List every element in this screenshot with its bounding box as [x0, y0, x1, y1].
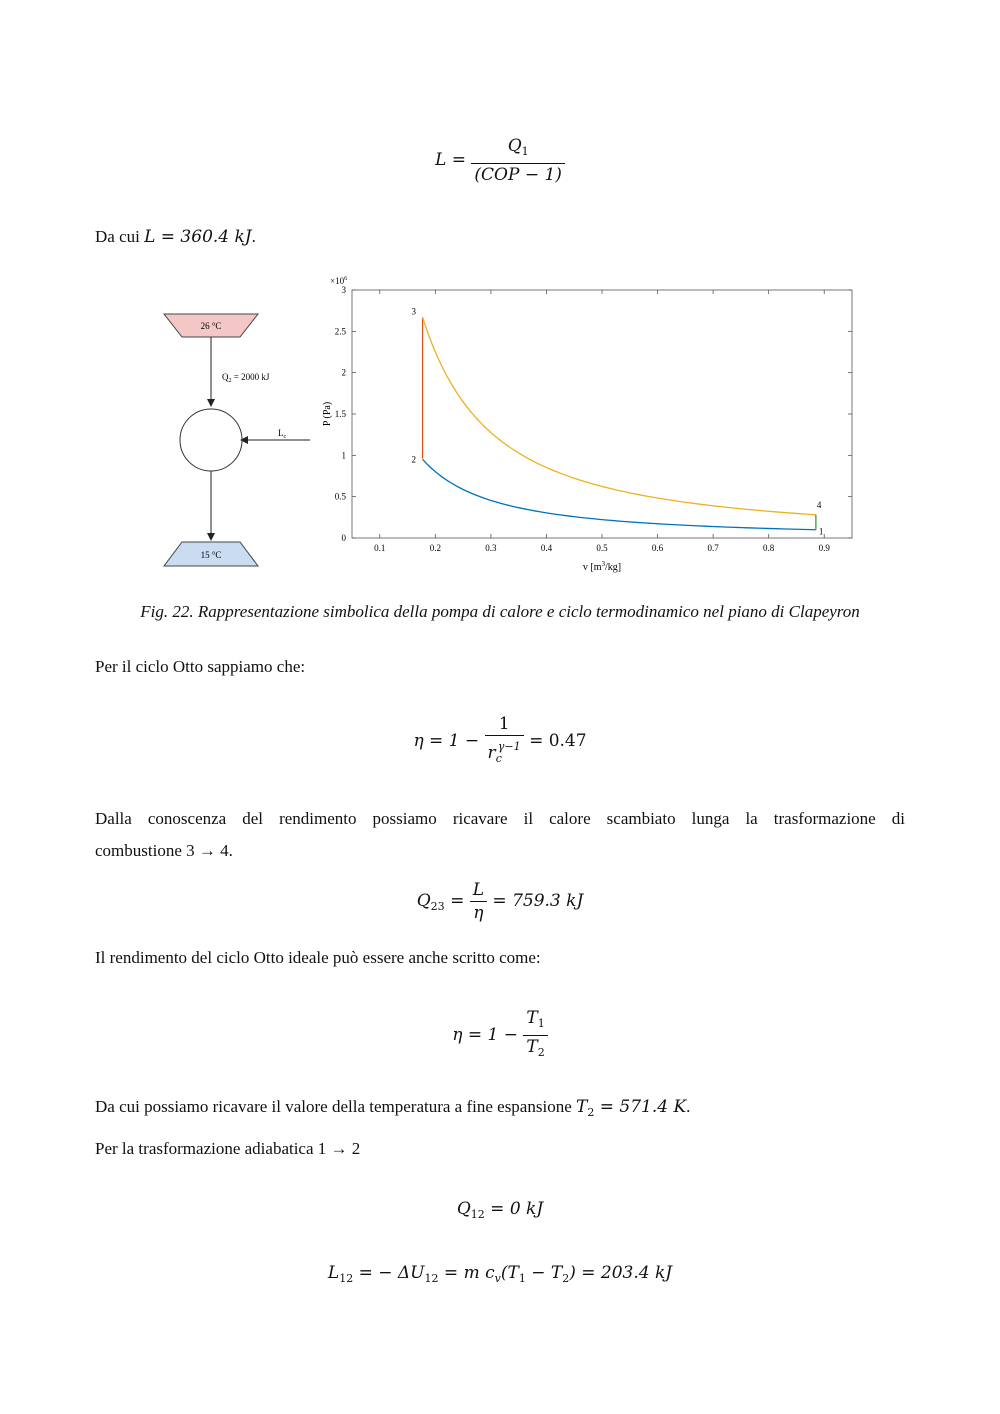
- eq5-lhs: Q: [456, 1199, 471, 1219]
- eq3-lhs: Q: [416, 891, 431, 911]
- y-tick-label: 2: [341, 367, 346, 378]
- x-tick-label: 0.2: [429, 543, 441, 553]
- y-tick-label: 3: [341, 285, 346, 295]
- equation-efficiency-temperature: [0, 1008, 1000, 1063]
- paragraph-otto-intro: Per il ciclo Otto sappiamo che:: [95, 657, 306, 676]
- equation-heat-23: [0, 880, 1000, 923]
- y-tick-label: 2.5: [334, 326, 346, 337]
- eq6-part4: (T: [500, 1263, 519, 1283]
- x-tick-label: 0.7: [707, 543, 719, 553]
- eq6-part1-sub: 12: [339, 1272, 354, 1285]
- eq6-part3-sub: v: [494, 1272, 501, 1285]
- eq2-denominator-base: r: [487, 743, 496, 763]
- result-line-math: L = 360.4 kJ: [144, 227, 252, 247]
- x-tick-label: 0.6: [651, 543, 664, 553]
- paragraph-otto-efficiency: Il rendimento del ciclo Otto ideale può essere anche scritto come:: [95, 948, 541, 967]
- eq1-fraction: [471, 136, 565, 185]
- cycle-point-label-3: 3: [411, 306, 417, 317]
- eq2-lhs: η = 1 −: [413, 731, 480, 751]
- eq6-part5-sub: 2: [562, 1272, 570, 1285]
- eq3-lhs-sub: 23: [430, 900, 445, 913]
- paragraph-temperature: [95, 1091, 690, 1129]
- y-tick-label: 1: [341, 450, 346, 461]
- eq3-numerator: L: [470, 880, 487, 902]
- y-multiplier-label: $\times 10^6$: [330, 276, 348, 286]
- eq2-fraction: [485, 714, 524, 769]
- heat-flow-arrowhead-bottom: [207, 533, 215, 541]
- paragraph-combustion-line2: combustione 3 → 4.: [95, 841, 233, 860]
- x-tick-label: 0.1: [374, 543, 386, 553]
- x-tick-label: 0.8: [763, 543, 775, 553]
- eq1-numerator: Q: [507, 136, 522, 156]
- figure-caption: Fig. 22. Rappresentazione simbolica della pompa di calore e ciclo termodinamico nel piano di Clapeyron: [140, 602, 860, 621]
- y-tick-label: 1.5: [334, 409, 346, 419]
- cycle-point-label-1: 1: [818, 526, 824, 537]
- paragraph-temperature-text: Da cui possiamo ricavare il valore della temperatura a fine espansione: [95, 1097, 572, 1116]
- paragraph-combustion-line1: Dalla conoscenza del rendimento possiamo ricavare il calore scambiato lunga la trasformazione di: [95, 809, 905, 828]
- cycle-curve-3-4: [423, 317, 816, 515]
- eq6-part4-sub: 1: [518, 1272, 526, 1285]
- eq2-denominator-sub: c: [495, 752, 502, 765]
- eq3-rhs: = 759.3 kJ: [492, 891, 584, 911]
- x-tick-label: 0.9: [818, 543, 830, 553]
- eq2-numerator: 1: [485, 714, 524, 736]
- eq3-denominator: η: [473, 903, 484, 923]
- result-line-text: Da cui: [95, 227, 140, 246]
- eq3-equals: =: [450, 891, 465, 911]
- eq6-part6: ) = 203.4 kJ: [569, 1263, 673, 1283]
- paragraph-adiabatic: Per la trasformazione adiabatica 1 → 2: [95, 1139, 361, 1158]
- x-tick-label: 0.5: [596, 543, 608, 553]
- result-line-end: .: [251, 227, 256, 246]
- equation-heat-12: [0, 1199, 1000, 1221]
- eq6-part1: L: [327, 1263, 340, 1283]
- eq2-denominator-sup: γ−1: [497, 740, 521, 753]
- eq5-rhs: = 0 kJ: [484, 1199, 544, 1219]
- paragraph-temperature-math: $T_2 = 571.4$ K: [576, 1097, 687, 1119]
- x-tick-label: 0.3: [485, 543, 497, 553]
- eq4-numerator: T: [526, 1008, 538, 1028]
- x-tick-label: 0.4: [540, 543, 553, 553]
- paragraph-temperature-end: .: [686, 1097, 691, 1116]
- cycle-curve-1-2: [423, 459, 816, 529]
- eq6-part2: = − ΔU: [353, 1263, 425, 1283]
- eq6-part2-sub: 12: [424, 1272, 439, 1285]
- eq4-fraction: [523, 1008, 547, 1063]
- eq5-lhs-sub: 12: [470, 1208, 485, 1221]
- eq4-numerator-sub: 1: [537, 1017, 545, 1030]
- eq6-part5: − T: [525, 1263, 563, 1283]
- equation-work-12: [0, 1263, 1000, 1285]
- eq6-part3: = m c: [438, 1263, 495, 1283]
- equation-work: [0, 136, 1000, 185]
- eq1-lhs: L =: [435, 150, 466, 170]
- work-label: $L_c$: [278, 428, 287, 440]
- eq1-denominator: (COP − 1): [474, 165, 562, 185]
- pv-diagram-chart: [310, 272, 870, 582]
- heat-flow-arrowhead-top: [207, 399, 215, 407]
- heat-pump-diagram: [140, 300, 320, 580]
- eq4-denominator-sub: 2: [537, 1046, 545, 1059]
- cold-reservoir-label: 15 °C: [200, 550, 222, 560]
- eq4-denominator: T: [526, 1037, 538, 1057]
- cycle-point-label-2: 2: [411, 454, 417, 465]
- x-axis-label: v $[m^3/kg]$: [582, 560, 622, 573]
- y-tick-label: 0.5: [334, 491, 346, 502]
- heat-pump-circle: [180, 409, 242, 471]
- cycle-point-label-4: 4: [816, 499, 822, 510]
- eq1-numerator-sub: 1: [521, 145, 529, 158]
- eq3-fraction: [470, 880, 487, 923]
- result-line-work: [95, 221, 256, 253]
- hot-reservoir-label: 26 °C: [200, 321, 222, 331]
- heat-q2-label: $Q_2 = 2000$ kJ: [222, 372, 270, 384]
- equation-efficiency: [0, 714, 1000, 769]
- eq4-lhs: η = 1 −: [452, 1025, 518, 1045]
- y-axis-label: P (Pa): [322, 401, 333, 427]
- y-tick-label: 0: [341, 533, 346, 543]
- plot-frame: [352, 290, 852, 538]
- eq2-rhs: = 0.47: [529, 731, 587, 751]
